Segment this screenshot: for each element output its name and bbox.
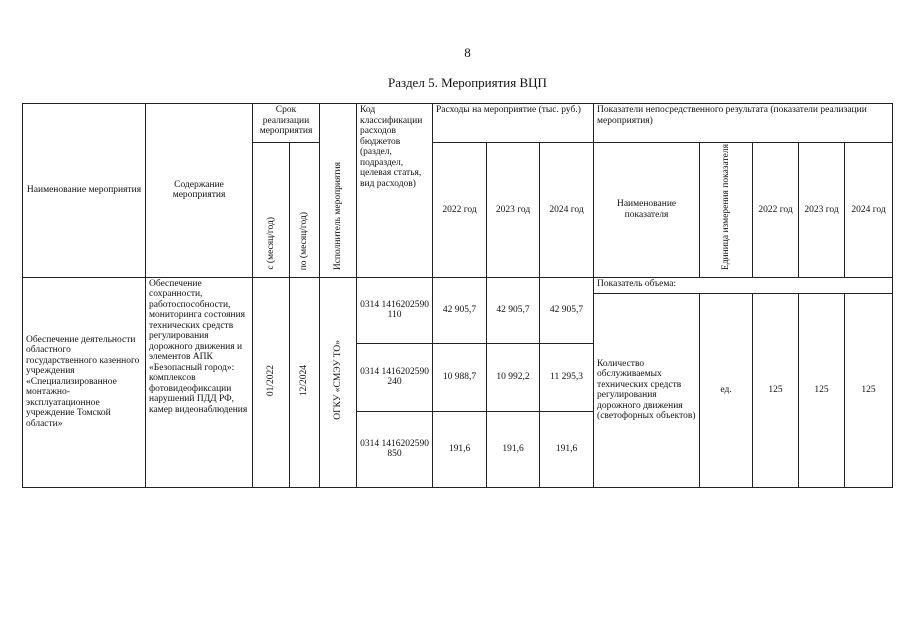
header-expense-2022: 2022 год bbox=[433, 143, 487, 278]
indicator-group: Показатель объема: bbox=[594, 277, 893, 293]
expense-3-2023: 191,6 bbox=[487, 411, 540, 487]
header-indicator-name: Наименование показателя bbox=[594, 143, 700, 278]
indicator-2024: 125 bbox=[845, 293, 893, 487]
expense-2-2022: 10 988,7 bbox=[433, 343, 487, 411]
header-unit: Единица измерения показателя bbox=[700, 143, 753, 278]
activities-table bbox=[22, 103, 893, 488]
header-term-from: с (месяц/год) bbox=[253, 143, 290, 278]
expense-1-2022: 42 905,7 bbox=[433, 277, 487, 343]
term-from: 01/2022 bbox=[253, 277, 290, 487]
indicator-2023: 125 bbox=[799, 293, 845, 487]
header-ind-2022: 2022 год bbox=[753, 143, 799, 278]
executor: ОГКУ «СМЭУ ТО» bbox=[320, 277, 357, 487]
indicator-2022: 125 bbox=[753, 293, 799, 487]
header-expense-2023: 2023 год bbox=[487, 143, 540, 278]
page-number: 8 bbox=[464, 45, 471, 60]
expense-2-2024: 11 295,3 bbox=[540, 343, 594, 411]
term-to: 12/2024 bbox=[290, 277, 320, 487]
header-indicators: Показатели непосредственного результата (показатели реализации мероприятия) bbox=[594, 104, 893, 143]
header-ind-2023: 2023 год bbox=[799, 143, 845, 278]
expense-3-2022: 191,6 bbox=[433, 411, 487, 487]
header-expenses: Расходы на мероприятие (тыс. руб.) bbox=[433, 104, 594, 143]
indicator-unit: ед. bbox=[700, 293, 753, 487]
expense-code-3: 0314 1416202590 850 bbox=[357, 411, 433, 487]
expense-2-2023: 10 992,2 bbox=[487, 343, 540, 411]
expense-1-2023: 42 905,7 bbox=[487, 277, 540, 343]
header-term: Срок реализации мероприятия bbox=[253, 104, 320, 143]
expense-1-2024: 42 905,7 bbox=[540, 277, 594, 343]
header-executor: Исполнитель мероприятия bbox=[320, 104, 357, 278]
activity-name: Обеспечение деятельности областного государственного казенного учреждения «Специализированное монтажно-эксплуатационное учреждение Томской области» bbox=[23, 277, 146, 487]
header-code: Код классификации расходов бюджетов (раздел, подраздел, целевая статья, вид расходов) bbox=[357, 104, 433, 278]
expense-code-2: 0314 1416202590 240 bbox=[357, 343, 433, 411]
header-content: Содержание мероприятия bbox=[146, 104, 253, 278]
activity-content: Обеспечение сохранности, работоспособности, мониторинга состояния технических средств регулирования дорожного движения и элементов АПК «Безопасный город»: комплексов фотовидеофиксации нарушений ПДД РФ, камер видеонаблюдения bbox=[146, 277, 253, 487]
header-expense-2024: 2024 год bbox=[540, 143, 594, 278]
section-title: Раздел 5. Мероприятия ВЦП bbox=[388, 75, 547, 90]
header-name: Наименование мероприятия bbox=[23, 104, 146, 278]
expense-code-1: 0314 1416202590 110 bbox=[357, 277, 433, 343]
expense-3-2024: 191,6 bbox=[540, 411, 594, 487]
header-ind-2024: 2024 год bbox=[845, 143, 893, 278]
header-term-to: по (месяц/год) bbox=[290, 143, 320, 278]
indicator-name: Количество обслуживаемых технических средств регулирования дорожного движения (светофорных объектов) bbox=[594, 293, 700, 487]
